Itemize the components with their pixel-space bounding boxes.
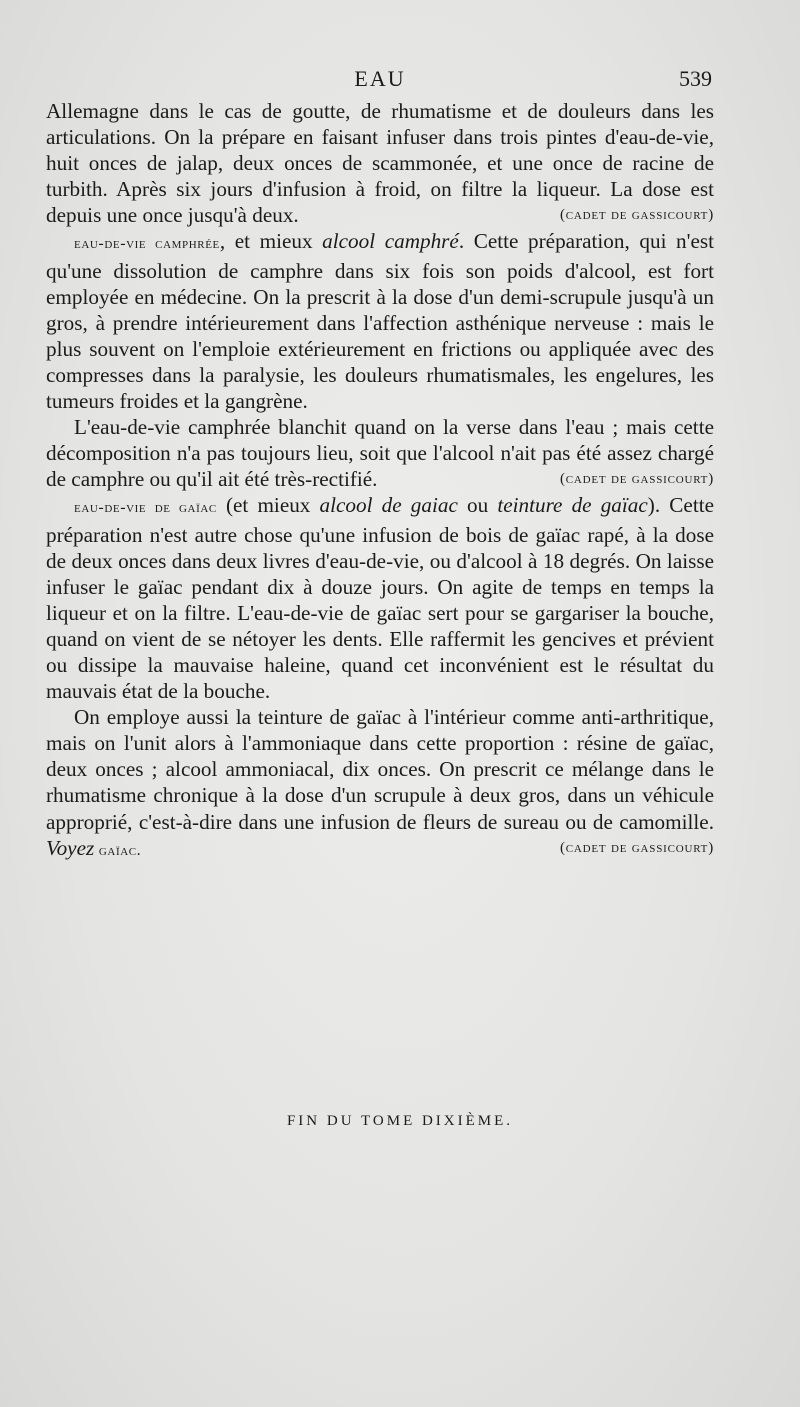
page-number: 539 (679, 66, 712, 91)
paragraph-continuation (46, 98, 714, 228)
end-of-volume-note: FIN DU TOME DIXIÈME. (286, 1113, 514, 1129)
attribution: (cadet de gassicourt) (559, 471, 714, 488)
entry-alt-term-2: teinture de gaïac (497, 493, 648, 518)
attribution: (cadet de gassicourt) (559, 839, 714, 856)
entry-open: (et mieux (216, 493, 320, 518)
entry-or: ou (457, 493, 498, 518)
entry-eau-de-vie-camphree (46, 228, 714, 414)
paragraph-gaiac-interieur (46, 704, 714, 864)
entry-term: eau-de-vie camphrée (74, 235, 220, 253)
entry-term: eau-de-vie de gaïac (74, 499, 217, 517)
paragraph-text: On employe aussi la teinture de gaïac à l'intérieur comme anti-arthritique, mais on l'unit alors à l'ammoniaque dans cette proportion : résine de gaïac, deux onces ; alcool ammoniacal, dix onces. On prescrit ce mélange dans le rhumatisme chronique à la dose d'un scrupule à deux gros, dans un véhicule approprié, c'est-à-dire dans une infusion de fleurs de sureau ou de camomille. (46, 705, 714, 834)
attribution: (cadet de gassicourt) (559, 207, 714, 224)
entry-eau-de-vie-de-gaiac (46, 492, 714, 704)
entry-connector: , et mieux (219, 229, 323, 254)
paragraph-text: ). Cette préparation n'est autre chose qu'une infusion de bois de gaïac rapé, à la dose de deux onces dans deux livres d'eau-de-vie, ou d'alcool à 18 degrés. On laisse infuser le gaïac pendant dix à douze jours. On agite de temps en temps la liqueur et on la filtre. L'eau-de-vie de gaïac sert pour se gargariser la bouche, quand on vient de se nétoyer les dents. Elle raffermit les gencives et prévient ou dissipe la mauvaise haleine, quand cet inconvénient est le résultat du mauvais état de la bouche. (46, 493, 714, 704)
paragraph-camphre-note (46, 414, 714, 492)
page-body (46, 62, 714, 864)
running-head (46, 62, 714, 98)
running-title: EAU (354, 66, 406, 91)
see-reference: Voyez (46, 835, 95, 860)
entry-alt-term-1: alcool de gaiac (319, 493, 458, 518)
paragraph-text: . Cette préparation, qui n'est qu'une dissolution de camphre dans six fois son poids d'alcool, est fort employée en médecine. On la prescrit à la dose d'un demi-scrupule jusqu'à un gros, à prendre intérieurement dans l'affection asthénique nerveuse : mais le plus souvent on l'emploie extérieurement en frictions ou appliquée avec des compresses dans la paralysie, les douleurs rhumatismales, les engelures, les tumeurs froides et la gangrène. (46, 229, 714, 414)
paragraph-text: L'eau-de-vie camphrée blanchit quand on la verse dans l'eau ; mais cette décomposition n'a pas toujours lieu, soit que l'alcool n'ait pas été assez chargé de camphre ou qu'il ait été très-rectifié. (46, 415, 714, 492)
see-target: gaïac. (94, 841, 142, 859)
paragraph-text: Allemagne dans le cas de goutte, de rhumatisme et de douleurs dans les articulations. On la prépare en faisant infuser dans trois pintes d'eau-de-vie, huit onces de jalap, deux onces de scammonée, et une once de racine de turbith. Après six jours d'infusion à froid, on filtre la liqueur. La dose est depuis une once jusqu'à deux. (46, 99, 714, 228)
entry-alt-term: alcool camphré (322, 229, 459, 254)
